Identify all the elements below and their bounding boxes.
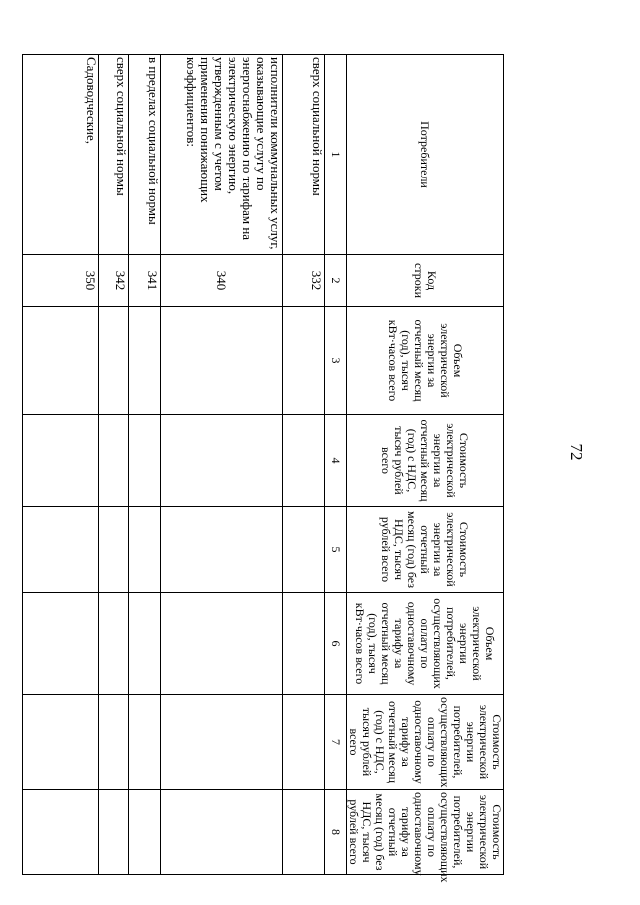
column-number: 7 [325,695,347,790]
column-number: 3 [325,307,347,415]
data-cell [99,307,129,415]
table-row [161,55,283,875]
column-number-row [325,55,347,875]
data-cell [129,790,161,875]
data-cell [99,415,129,507]
column-number: 4 [325,415,347,507]
column-number: 1 [325,55,347,255]
row-line-code: 342 [99,255,129,307]
data-cell [129,593,161,695]
data-cell [161,790,283,875]
data-cell [99,695,129,790]
data-cell [23,790,99,875]
row-line-code: 332 [283,255,325,307]
row-line-code: 350 [23,255,99,307]
data-cell [129,507,161,593]
column-number: 8 [325,790,347,875]
data-cell [99,790,129,875]
data-cell [161,307,283,415]
table-row [99,55,129,875]
data-cell [23,593,99,695]
data-cell [283,415,325,507]
header-single-rate-cost-with-vat: Стоимость электрической энергии потребителей, осуществляющих оплату по одноставочному тарифу за отчетный месяц (год) с НДС, тысяч рублей всего [347,695,504,790]
row-consumer-name: сверх социальной нормы [283,55,325,255]
data-cell [99,593,129,695]
data-cell [161,415,283,507]
rotated-table-container [62,54,504,883]
row-consumer-name: исполнители коммунальных услуг, оказывающие услугу по энергоснабжению по тарифам на электрическую энергию, утвержденным с учетом применения понижающих коэффициентов: [161,55,283,255]
page-number: 72 [567,443,586,461]
table-row [23,55,99,875]
header-consumers: Потребители [347,55,504,255]
data-cell [99,507,129,593]
data-cell [283,593,325,695]
electricity-report-table [22,54,504,883]
header-volume-total: Объем электрической энергии за отчетный месяц (год), тысяч кВт·часов всего [347,307,504,415]
data-cell [23,307,99,415]
table-row [283,55,325,875]
data-cell [129,695,161,790]
data-cell [23,507,99,593]
data-cell [161,593,283,695]
data-cell [283,307,325,415]
data-cell [23,695,99,790]
column-number: 2 [325,255,347,307]
header-line-code: Код строки [347,255,504,307]
row-line-code: 341 [129,255,161,307]
header-cost-without-vat: Стоимость электрической энергии за отчетный месяц (год) без НДС, тысяч рублей всего [347,507,504,593]
data-cell [283,790,325,875]
data-cell [129,307,161,415]
header-single-rate-volume: Объем электрической энергии потребителей, осуществляющих оплату по одноставочному тарифу за отчетный месяц (год), тысяч кВт·часов всего [347,593,504,695]
table-row [129,55,161,875]
row-consumer-name: Садоводческие, [23,55,99,255]
data-cell [23,415,99,507]
row-consumer-name: в пределах социальной нормы [129,55,161,255]
row-consumer-name: сверх социальной нормы [99,55,129,255]
column-number: 5 [325,507,347,593]
column-number: 6 [325,593,347,695]
header-cost-with-vat: Стоимость электрической энергии за отчетный месяц (год) с НДС, тысяч рублей всего [347,415,504,507]
row-line-code: 340 [161,255,283,307]
data-cell [283,695,325,790]
data-cell [161,507,283,593]
header-row [347,55,504,875]
header-single-rate-cost-without-vat: Стоимость электрической энергии потребителей, осуществляющих оплату по одноставочному тарифу за отчетный месяц (год) без НДС, тысяч рублей всего [347,790,504,875]
data-cell [161,695,283,790]
data-cell [129,415,161,507]
data-cell [283,507,325,593]
